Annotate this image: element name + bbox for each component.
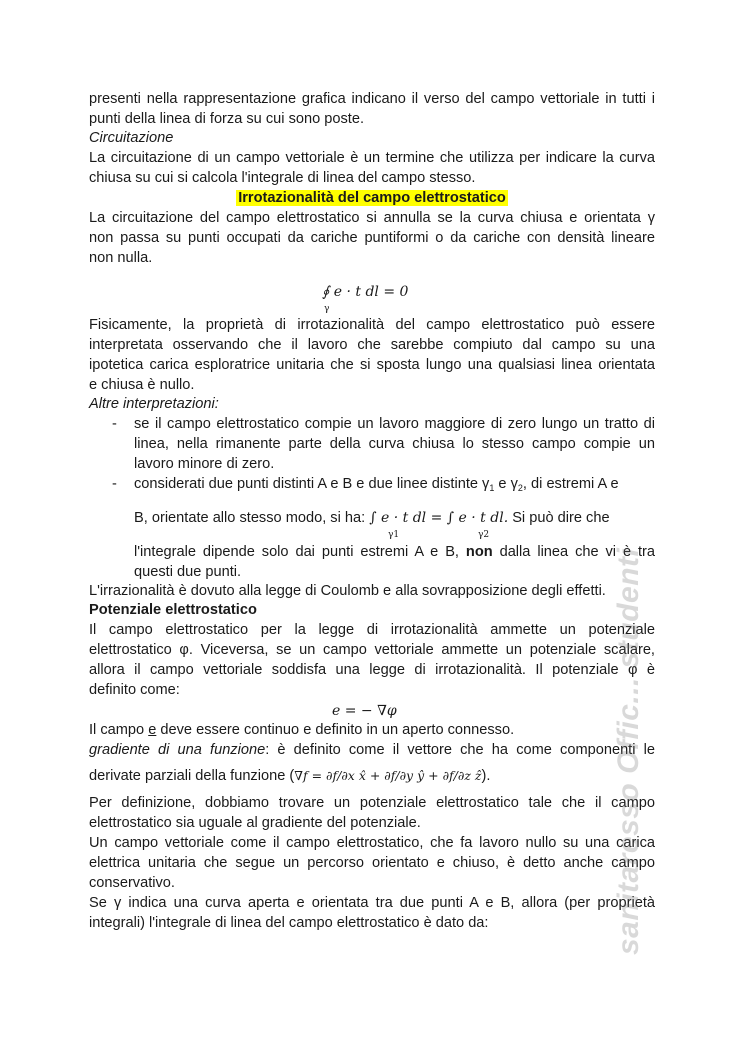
paragraph-line: elettrostatico sia uguale al gradiente del potenziale. [89, 815, 421, 831]
paragraph-line: e chiusa è nullo. [89, 377, 195, 393]
text-span: ). [481, 768, 491, 784]
paragraph-line [89, 721, 655, 740]
highlighted-heading: Irrotazionalità del campo elettrostatico [238, 190, 506, 206]
text-span: Si può dire che [512, 510, 610, 526]
text-span: deve essere continuo e definito in un aperto connesso. [160, 722, 515, 738]
list-item-line [134, 475, 655, 498]
text-span: Il campo [89, 722, 145, 738]
text-span: derivate parziali della funzione ( [89, 768, 295, 784]
paragraph-line: non nulla. [89, 250, 153, 266]
paragraph-line [89, 741, 655, 760]
text-span: l'integrale dipende solo dai punti estremi A e B, [134, 544, 459, 560]
list-item-line: linea, nella rimanente parte della curva chiusa lo stesso campo compie un [134, 436, 655, 452]
bullet-marker: - [112, 416, 117, 432]
paragraph-line: L'irrazionalità è dovuto alla legge di Coulomb e alla sovrapposizione degli effetti. [89, 583, 606, 599]
paragraph-line: ipotetica carica esploratrice unitaria che si sposta lungo una qualsiasi linea orientata [89, 357, 655, 373]
bold-word: non [465, 544, 493, 560]
paragraph-line: chiusa su cui si calcola l'integrale di linea del campo stesso. [89, 170, 476, 186]
integral-subscript: γ2 [478, 530, 490, 540]
paragraph-line: presenti nella rappresentazione grafica indicano il verso del campo vettoriale in tutti i [89, 91, 655, 107]
paragraph-line: elettrica unitaria che segue un percorso orientato e chiuso, è detto anche campo [89, 855, 655, 871]
subscript: 2 [517, 483, 523, 493]
integral-subscript: γ1 [388, 530, 400, 540]
list-item-line: se il campo elettrostatico compie un lavoro maggiore di zero lungo un tratto di [134, 416, 655, 432]
gradient-formula: ∇f = ∂f/∂x x̂ + ∂f/∂y ŷ + ∂f/∂z ẑ [294, 768, 482, 783]
list-item-line: questi due punti. [134, 564, 242, 580]
text-span: e γ [494, 476, 518, 492]
paragraph-line: punti della linea di forza su cui sono poste. [89, 111, 365, 127]
text-span: : è definito come il vettore che ha come componenti le [265, 742, 655, 758]
paragraph-line: definito come: [89, 682, 180, 698]
potential-formula: e = − ∇φ [332, 703, 397, 719]
paragraph-line [89, 766, 655, 786]
watermark: sanitaresso Offic... studenti [612, 547, 645, 955]
subheading-altre-interpretazioni: Altre interpretazioni: [89, 396, 219, 412]
list-item-line: lavoro minore di zero. [134, 456, 275, 472]
line-integral-equality: ∫ e · t dl = ∫ e · t dl. [369, 510, 509, 526]
italic-term: gradiente di una funzione [89, 742, 266, 758]
formula-subscript: γ [324, 304, 330, 314]
paragraph-line: non passa su punti occupati da cariche puntiformi o da cariche con densità lineare [89, 230, 655, 246]
paragraph-line: integrali) l'integrale di linea del campo elettrostatico è dato da: [89, 915, 489, 931]
paragraph-line: Il campo elettrostatico per la legge di irrotazionalità ammette un potenziale [89, 622, 655, 638]
subscript: 1 [489, 483, 495, 493]
paragraph-line: Se γ indica una curva aperta e orientata tra due punti A e B, allora (per proprietà [89, 895, 655, 911]
text-span: considerati due punti distinti A e B e due linee distinte γ [134, 476, 490, 492]
text-span: , di estremi A e [522, 476, 619, 492]
paragraph-line: Un campo vettoriale come il campo elettrostatico, che fa lavoro nullo su una carica [89, 835, 655, 851]
bullet-marker: - [112, 476, 117, 492]
circulation-formula: ∮ e · t dl = 0 [322, 284, 409, 300]
paragraph-line: conservativo. [89, 875, 175, 891]
list-item-line [134, 509, 655, 528]
subheading-circuitazione: Circuitazione [89, 130, 174, 146]
paragraph-line: La circuitazione di un campo vettoriale è un termine che utilizza per indicare la curva [89, 150, 655, 166]
paragraph-line: La circuitazione del campo elettrostatico si annulla se la curva chiusa e orientata γ [89, 210, 655, 226]
paragraph-line: Per definizione, dobbiamo trovare un potenziale elettrostatico tale che il campo [89, 795, 655, 811]
text-span: B, orientate allo stesso modo, si ha: [134, 510, 366, 526]
paragraph-line: interpretata osservando che il lavoro che sarebbe compiuto dal campo su una [89, 337, 655, 353]
paragraph-line: Fisicamente, la proprietà di irrotazionalità del campo elettrostatico può essere [89, 317, 655, 333]
list-item-line [134, 543, 655, 562]
section-heading-potenziale: Potenziale elettrostatico [89, 602, 257, 618]
paragraph-line: elettrostatico φ. Viceversa, se un campo vettoriale ammette un potenziale scalare, [89, 642, 655, 658]
text-span: dalla linea che vi è tra [499, 544, 656, 560]
underlined-symbol: e [148, 722, 157, 738]
paragraph-line: allora il campo vettoriale soddisfa una legge di irrotazionalità. Il potenziale φ è [89, 662, 655, 678]
section-heading-irrotazionalita [89, 189, 655, 208]
